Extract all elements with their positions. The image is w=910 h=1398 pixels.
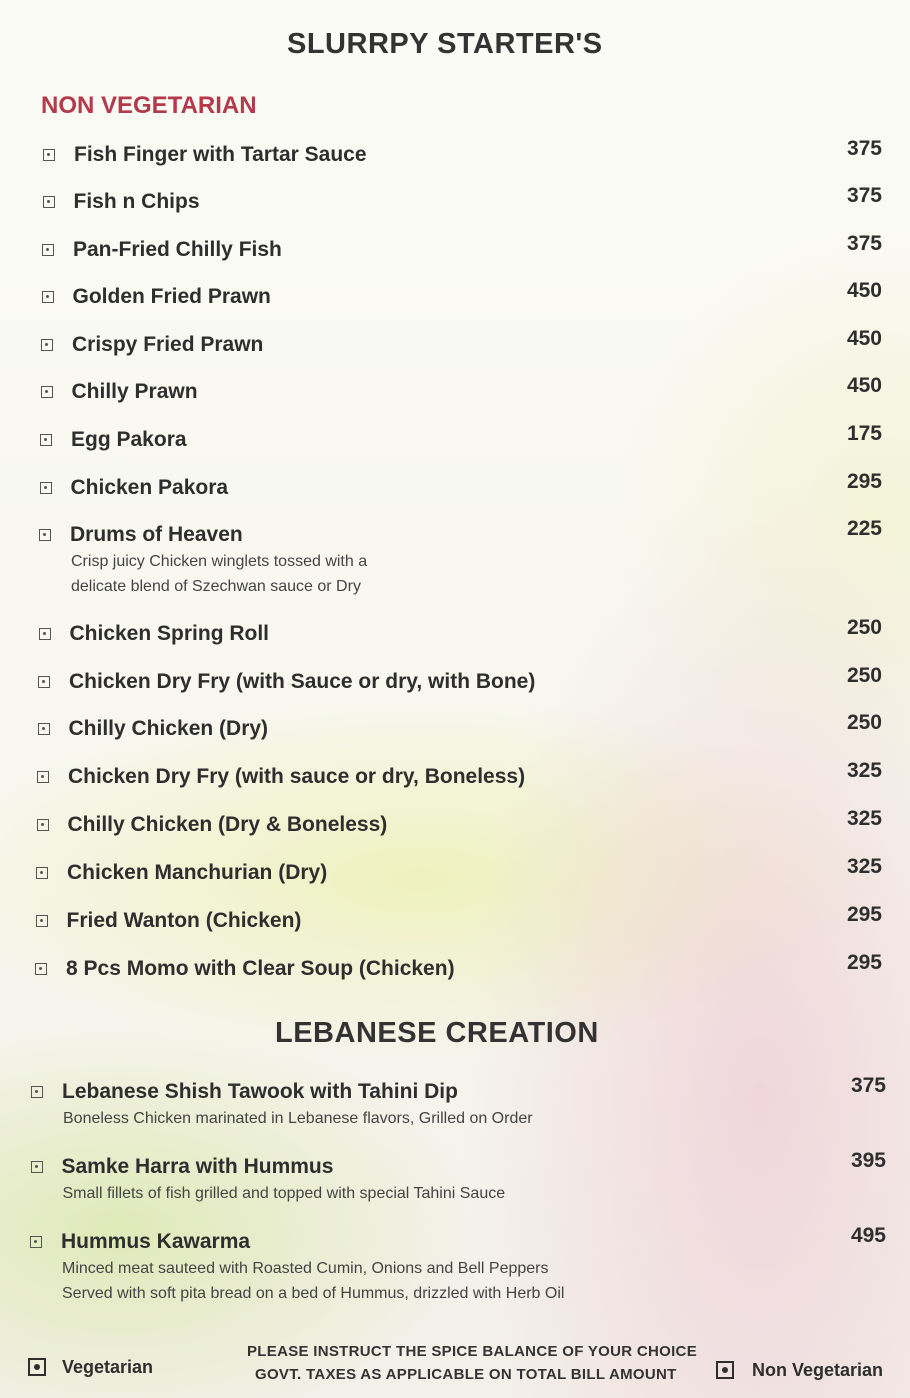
menu-item-price: 225: [846, 517, 882, 540]
non-veg-mark-icon: [41, 339, 53, 351]
non-veg-mark-icon: [37, 771, 49, 783]
menu-item-description: Minced meat sauteed with Roasted Cumin, Onions and Bell Peppers: [62, 1260, 549, 1277]
menu-item-name: Hummus Kawarma: [61, 1230, 251, 1253]
menu-item-price: 325: [846, 759, 882, 782]
non-veg-mark-icon: [41, 386, 53, 398]
menu-item-name: Chilly Chicken (Dry & Boneless): [67, 813, 388, 836]
menu-item-price: 375: [846, 184, 882, 207]
notice-line-1: PLEASE INSTRUCT THE SPICE BALANCE OF YOUR CHOICE: [247, 1343, 697, 1360]
page-title: SLURRPY STARTER'S: [287, 28, 603, 60]
menu-item-name: Drums of Heaven: [70, 523, 243, 546]
non-veg-mark-icon: [37, 819, 49, 831]
menu-item-description: Served with soft pita bread on a bed of Hummus, drizzled with Herb Oil: [62, 1285, 565, 1302]
menu-item-name: Fish Finger with Tartar Sauce: [74, 143, 367, 166]
non-veg-mark-icon: [31, 1086, 43, 1098]
non-veg-mark-icon: [30, 1236, 42, 1248]
menu-item-price: 495: [850, 1224, 886, 1247]
menu-item-name: Lebanese Shish Tawook with Tahini Dip: [62, 1080, 458, 1103]
menu-item-price: 175: [846, 422, 882, 445]
menu-item-name: Fish n Chips: [73, 190, 200, 213]
menu-item-name: Crispy Fried Prawn: [72, 333, 264, 356]
menu-item-price: 375: [846, 137, 882, 160]
veg-legend-label: Vegetarian: [62, 1357, 154, 1377]
menu-item-price: 295: [846, 470, 882, 493]
menu-item-price: 295: [846, 951, 882, 974]
non-veg-legend-label: Non Vegetarian: [752, 1360, 884, 1380]
menu-item-description: Small fillets of fish grilled and topped with special Tahini Sauce: [62, 1185, 506, 1202]
non-veg-mark-icon: [42, 244, 54, 256]
menu-item-name: Chilly Prawn: [71, 380, 198, 403]
menu-item-name: Fried Wanton (Chicken): [66, 909, 302, 932]
non-veg-mark-icon: [42, 291, 54, 303]
menu-item-name: Chilly Chicken (Dry): [68, 717, 269, 740]
menu-item-name: Golden Fried Prawn: [72, 285, 271, 308]
menu-item-name: Samke Harra with Hummus: [61, 1155, 334, 1178]
non-veg-mark-icon: [36, 915, 48, 927]
non-veg-mark-icon: [31, 1161, 43, 1173]
non-veg-mark-icon: [43, 149, 55, 161]
non-veg-mark-icon: [39, 529, 51, 541]
menu-item-price: 450: [846, 327, 882, 350]
menu-item-price: 375: [846, 232, 882, 255]
menu-item-price: 250: [846, 616, 882, 639]
menu-item-description: delicate blend of Szechwan sauce or Dry: [71, 578, 361, 595]
menu-item-price: 325: [846, 855, 882, 878]
non-veg-mark-icon: [40, 482, 52, 494]
menu-item-name: 8 Pcs Momo with Clear Soup (Chicken): [66, 957, 455, 980]
menu-item-price: 250: [846, 711, 882, 734]
menu-item-price: 295: [846, 903, 882, 926]
section-label-non-veg: NON VEGETARIAN: [41, 92, 257, 119]
menu-item-name: Pan-Fried Chilly Fish: [73, 238, 282, 261]
non-veg-mark-icon: [35, 963, 47, 975]
veg-legend-icon: [28, 1358, 46, 1376]
menu-item-name: Egg Pakora: [71, 428, 187, 451]
menu-item-description: Crisp juicy Chicken winglets tossed with a: [71, 553, 368, 570]
menu-item-price: 375: [850, 1074, 886, 1097]
menu-item-name: Chicken Dry Fry (with sauce or dry, Boneless): [68, 765, 526, 788]
non-veg-mark-icon: [40, 434, 52, 446]
section-title-lebanese: LEBANESE CREATION: [275, 1017, 599, 1049]
menu-item-name: Chicken Dry Fry (with Sauce or dry, with Bone): [69, 670, 536, 693]
menu-item-description: Boneless Chicken marinated in Lebanese flavors, Grilled on Order: [63, 1110, 533, 1127]
menu-item-name: Chicken Pakora: [70, 476, 229, 499]
menu-item-price: 395: [850, 1149, 886, 1172]
menu-item-price: 325: [846, 807, 882, 830]
non-veg-mark-icon: [38, 723, 50, 735]
non-veg-mark-icon: [36, 867, 48, 879]
non-veg-mark-icon: [43, 196, 55, 208]
non-veg-legend-icon: [716, 1361, 734, 1379]
non-veg-mark-icon: [38, 676, 50, 688]
notice-line-2: GOVT. TAXES AS APPLICABLE ON TOTAL BILL AMOUNT: [255, 1366, 677, 1383]
menu-item-price: 450: [846, 374, 882, 397]
non-veg-mark-icon: [39, 628, 51, 640]
menu-item-name: Chicken Manchurian (Dry): [67, 861, 328, 884]
menu-item-price: 250: [846, 664, 882, 687]
menu-item-price: 450: [846, 279, 882, 302]
menu-item-name: Chicken Spring Roll: [69, 622, 270, 645]
